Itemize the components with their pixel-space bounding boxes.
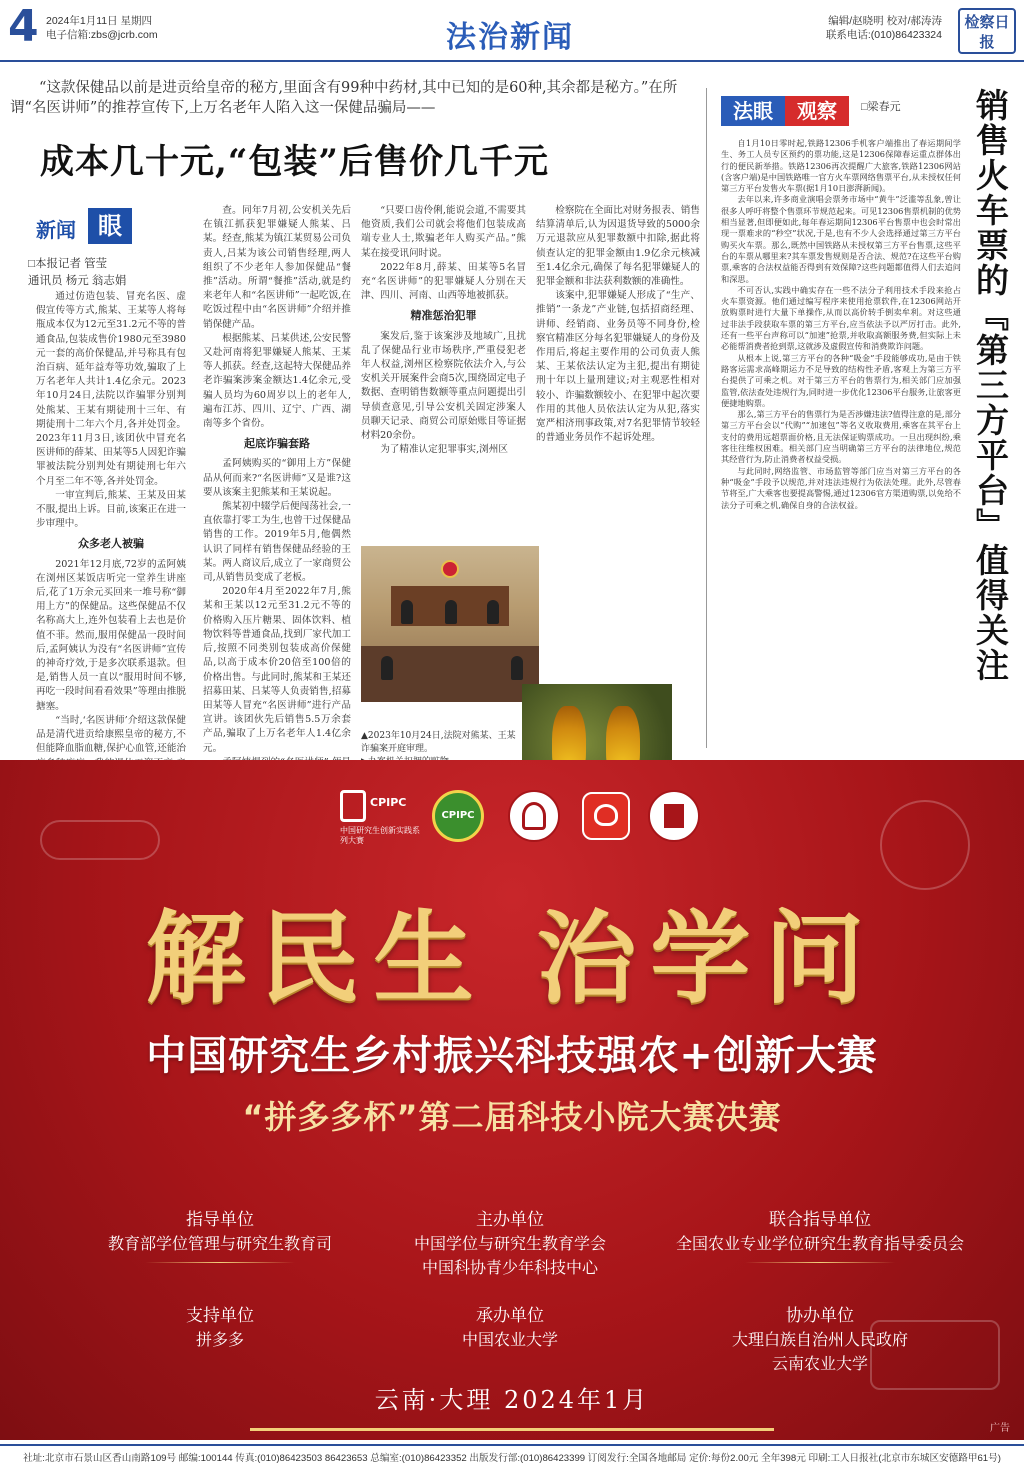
ad-underline [250, 1428, 774, 1431]
unit-host [360, 1208, 660, 1280]
story-deck: “这款保健品以前是进贡给皇帝的秘方,里面含有99种中药材,其中已知的是60种,其余都是秘方。”在所谓“名医讲师”的推荐宣传下,上万名老年人陷入这一保健品骗局—— [10, 80, 678, 116]
paragraph: 那么,第三方平台的售票行为是否涉嫌违法?值得注意的是,部分第三方平台会以“代购”“加速包”等名义收取费用,乘客在其平台上支付的费用远超票面价格,且无法保证购票成功。一旦出现纠纷,乘客往往维权困难。相关部门应当明确第三方平台的法律地位,规范其经营行为,防止消费者权益受损。 [721, 409, 961, 465]
paragraph: 案发后,鉴于该案涉及地域广,且扰乱了保健品行业市场秩序,严重侵犯老年人权益,浏州区检察院依法介入,与公安机关开展案件会商5次,围绕固定电子数据、查明销售数额等重点问题提出引导侦查意见,引导公安机关固定涉案人员聊天记录、商贸公司原始账目等证据材料20余份。 [361, 330, 526, 442]
ad-title-main: 中国研究生乡村振兴科技强农+创新大赛 [146, 1033, 878, 1079]
paragraph: 去年以来,许多商业演唱会票务市场中“黄牛”泛滥等乱象,曾让很多人呼吁将整个售票环节规范起来。可见12306售票机制的优势相当显著,但即便如此,每年春运期间12306平台售票中也会时常出现一票难求的“秒空”状况,于是,也有不少人会选择通过第三方平台购买火车票。那么,既然中国铁路从未授权第三方平台售票,这些平台的车票从哪里来?其车票发售规则是否合法、规范?在这些平台购票,乘客的合法权益能否得到有效保障?这些问题都值得人们去追问和深思。 [721, 194, 961, 284]
opinion-body [721, 138, 961, 511]
paragraph: 通过仿造包装、冒充名医、虚假宣传等方式,熊某、王某等人将每瓶成本仅为12元至31.2元不等的普通食品,包装成售价1980元至3980元一套的高价保健品,并号称具有包治百病、延年益寿等功效,骗取了上万名老年人共计1.4亿余元。2023年10月24日,法院以诈骗罪分别判处熊某、王某有期徒刑十三年、有期徒刑十二年六个月,各并处罚金。2023年11月3日,该团伙中冒充名医讲师的薛某、田某等5人因犯诈骗罪被法院分别判处有期徒刑七年六个月至二年不等,各并处罚金。 [36, 291, 187, 487]
court-emblem-icon [441, 560, 459, 578]
cpipc-long: 中国研究生创新实践系列大赛 [340, 826, 420, 845]
header-left-info [46, 14, 158, 42]
main-story [0, 70, 700, 755]
seal-mark-icon [522, 802, 546, 830]
header-right-info [826, 14, 942, 42]
gate-icon [664, 804, 684, 828]
paragraph: 2020年4月至2022年7月,熊某和王某以12元至31.2元不等的价格购入压片糖果、固体饮料、植物饮料等普通食品,找到厂家代加工后,按照不同类别包装成高价保健品,以高于成本价20倍至100倍的价格出售。与此同时,熊某和王某还招募田某、吕某等人负责销售,招募田某等人冒充“名医讲师”进行产品宣讲。该团伙先后销售5.5万余套产品,骗取了上万名老年人1.4亿余元。 [203, 586, 351, 754]
person-figure [487, 600, 499, 624]
unit-value: 云南农业大学 [771, 1354, 868, 1373]
paragraph: 查。同年7月初,公安机关先后在镇江抓获犯罪嫌疑人熊某、吕某。经查,熊某为镇江某贸易公司负责人,吕某为该公司销售经理,两人组织了不少老年人参加保健品“餐推”活动。所谓“餐推”活动,就是约来老年人和“名医讲师”一起吃饭,在吃饭过程中由“名医讲师”介绍并推销保健产品。 [203, 205, 351, 330]
paragraph: 与此同时,网络监管、市场监管等部门应当对第三方平台的各种“吸金”手段予以规范,并对违法违规行为依法处理。此外,尽管春节将至,广大乘客也要提高警惕,通过12306官方渠道购票,以免给不法分子可乘之机,确保自身的合法权益。 [721, 465, 961, 510]
cpipc-logo [340, 790, 420, 850]
caption-court: ▲2023年10月24日,法院对熊某、王某诈骗案开庭审理。 [361, 731, 516, 754]
unit-value: 中国科协青少年科技中心 [421, 1258, 598, 1277]
ad-location-date: 云南·大理 2024年1月 [374, 1386, 650, 1414]
section-title: 法治新闻 [446, 20, 574, 55]
unit-guide [80, 1208, 360, 1267]
paragraph: 一审宣判后,熊某、王某及田某不服,提出上诉。目前,该案正在进一步审理中。 [36, 489, 187, 530]
opinion-title: 销售火车票的『第三方平台』值得关注 [971, 88, 1010, 683]
paragraph: 自1月10日零时起,铁路12306手机客户端推出了春运期间学生、务工人员专区预约的票功能,这是12306保障春运重点群体出行的便民新举措。铁路12306再次提醒广大旅客,铁路12306网站(含客户端)是中国铁路唯一官方火车票网络售票平台,从未授权任何第三方平台发售火车票(据1月10日澎湃新闻)。 [721, 138, 961, 194]
courtroom-photo [361, 546, 539, 702]
pinduoduo-logo [582, 792, 630, 840]
story-column-3 [361, 204, 526, 457]
page-footer: 社址:北京市石景山区香山南路109号 邮编:100144 传真:(010)86423503 86423653 总编室:(010)86423352 出版发行部:(010)86423399 订阅发行:全国各地邮局 定价:每份2.00元 全年398元 印刷:工人日报社(北京市东城区安德路甲61号) [0, 1444, 1024, 1473]
person-figure [381, 656, 393, 680]
paragraph: 该案中,犯罪嫌疑人形成了“生产、推销”一条龙”产业链,包括招商经理、讲师、经销商、业务员等不同身份,检察官精准区分每名犯罪嫌疑人的身份及作用后,将起主要作用的公司负责人熊某、王某依法认定为主犯,提出有期徒刑十年以上量刑建议;对主观恶性相对较小、诈骗数额较小、在犯罪中起次要作用的其他人员依法认定为从犯,落实宽严相济刑事政策,对7名犯罪情节较轻的普通业务员作不起诉处理。 [536, 290, 700, 444]
byline-reporter: □本报记者 管莹 [28, 258, 108, 270]
byline [28, 256, 126, 290]
ad-slogan: 解民生 治学问 [145, 899, 879, 1017]
byline-correspondent: 通讯员 杨元 翁志娟 [28, 275, 127, 287]
paragraph: 为了精准认定犯罪事实,浏州区 [380, 444, 508, 456]
paragraph: 孟阿姨购买的“御用上方”保健品从何而来?“名医讲师”又是谁?这要从该案主犯熊某和王某说起。 [203, 458, 351, 498]
unit-divider [745, 1262, 895, 1263]
paragraph: 不可否认,实践中确实存在一些不法分子利用技术手段来抢占火车票资源。他们通过编写程序来使用抢票软件,在12306网站开放购票时进行大量下单操作,从而以高价转手倒卖牟利。对这些通过非法手段获取车票的第三方平台,应当依法予以严厉打击。此外,还有一些平台声称可以“加速”抢票,并收取高额服务费,但实际上未必能帮消费者抢到票,这就涉及虚假宣传和消费欺诈问题。 [721, 284, 961, 352]
university-seal-logo [508, 790, 560, 842]
unit-value: 中国学位与研究生教育学会 [413, 1234, 606, 1253]
heart-icon [594, 804, 618, 826]
opinion-story [706, 88, 1024, 748]
advertisement [0, 760, 1024, 1440]
person-figure [511, 656, 523, 680]
unit-co-organizer [640, 1304, 1000, 1376]
column-logo-part-a: 法眼 [721, 96, 785, 126]
paragraph: “只要口齿伶俐,能说会道,不需要其他资质,我们公司就会将他们包装成高端专业人士,欺骗老年人购买产品。”熊某在接受讯问时说。 [361, 205, 526, 259]
phone-line: 联系电话:(010)86423324 [825, 29, 942, 41]
editors-line: 编辑/赵晓明 校对/郝涛涛 [828, 15, 942, 27]
column-logo-news-eye [36, 206, 136, 246]
date-line: 2024年1月11日 星期四 [46, 15, 153, 27]
cpipc-short: CPIPC [370, 796, 407, 809]
organizer-logos [340, 784, 730, 858]
unit-value: 全国农业专业学位研究生教育指导委员会 [675, 1234, 964, 1253]
paragraph: 2021年12月底,72岁的孟阿姨在浏州区某饭店听完一堂养生讲座后,花了1万余元买回来一堆号称“御用上方”的保健品。这些保健品不仅名称高大上,连外包装看上去也是价值不菲。然而,服用保健品一段时间后,孟阿姨认为没有“名医讲师”宣传的神奇疗效,于是多次联系退款。但是,销售人员一直以“服用时间不够,再吃一段时间看看效果”等理由推脱搪塞。 [36, 558, 186, 712]
cpipc-mark-icon [340, 790, 366, 822]
paragraph: 2022年8月,薛某、田某等5名冒充“名医讲师”的犯罪嫌疑人分别在天津、四川、河南、山西等地被抓获。 [361, 261, 526, 302]
unit-value: 大理白族自治州人民政府 [731, 1330, 908, 1349]
unit-label: 承办单位 [476, 1306, 544, 1326]
subheading: 精准惩治犯罪 [410, 309, 477, 323]
circle-decoration-icon [880, 800, 970, 890]
masthead-logo: 检察日报 [958, 8, 1016, 54]
agri-university-logo [648, 790, 700, 842]
page-number: 4 [8, 1, 39, 52]
column-logo-box: 眼 [88, 208, 132, 244]
person-figure [401, 600, 413, 624]
unit-divider [145, 1262, 295, 1263]
paragraph: 熊某初中辍学后便闯荡社会,一直依靠打零工为生,也曾干过保健品销售的工作。2019年5月,他偶然认识了同样有销售保健品经验的王某。两人商议后,成立了一家商贸公司,从销售员变成了老板。 [203, 501, 351, 584]
email-line: 电子信箱:zbs@jcrb.com [46, 29, 158, 41]
story-column-1 [36, 290, 186, 842]
story-headline: 成本几十元,“包装”后售价几千元 [40, 142, 549, 182]
column-logo-text: 新闻 [36, 218, 76, 242]
unit-joint-guide [640, 1208, 1000, 1267]
green-seal-logo: CPIPC [432, 790, 484, 842]
unit-value: 拼多多 [195, 1330, 244, 1349]
paragraph: 检察院在全面比对财务报表、销售结算清单后,认为因退货导致的5000余万元退款应从犯罪数额中扣除,据此将侦查认定的犯罪金额由1.9亿余元核减至1.4亿余元,确保了每名犯罪嫌疑人的犯罪金额和非法获利数额的准确性。 [536, 205, 700, 288]
unit-value: 教育部学位管理与研究生教育司 [107, 1234, 332, 1253]
column-logo-part-b: 观察 [785, 96, 849, 126]
unit-organizer [360, 1304, 660, 1352]
unit-label: 协办单位 [786, 1306, 854, 1326]
subheading: 起底诈骗套路 [244, 437, 310, 451]
unit-label: 主办单位 [476, 1210, 544, 1230]
paragraph: “当时,‘名医讲师’介绍这款保健品是清代进贡给康熙皇帝的秘方,不但能降血脂血糖,保护心血管,还能治 [36, 714, 187, 755]
ad-title-sub: “拼多多杯”第二届科技小院大赛决赛 [242, 1098, 782, 1136]
opinion-author: □梁春元 [861, 101, 901, 113]
page-header [0, 0, 1024, 62]
drone-decoration-icon [40, 820, 160, 860]
organizer-units [0, 1208, 1024, 1378]
unit-value: 中国农业大学 [461, 1330, 558, 1349]
subheading: 众多老人被骗 [78, 537, 144, 551]
paragraph: 根据熊某、吕某供述,公安民警又赴河南将犯罪嫌疑人熊某、王某等人抓获。经查,这起特大保健品养老诈骗案涉案金额达1.4亿余元,受骗人员均为60周岁以上的老年人,遍布江苏、四川、辽宁、广西、湖南等多个省份。 [203, 332, 351, 430]
story-column-4 [536, 204, 700, 445]
paragraph: 从根本上说,第三方平台的各种“吸金”手段能够成功,是由于铁路客运需求高峰期运力不足导致的结构性矛盾,客观上为第三方平台提供了可乘之机。对于第三方平台的售票行为,相关部门应加强监管,依法查处违规行为,同时进一步优化12306平台服务,让旅客更便捷地购票。 [721, 352, 961, 408]
ad-mark: 广告 [990, 1423, 1010, 1434]
unit-label: 指导单位 [186, 1210, 254, 1230]
unit-support [80, 1304, 360, 1352]
person-figure [445, 600, 457, 624]
unit-label: 支持单位 [186, 1306, 254, 1326]
unit-label: 联合指导单位 [769, 1210, 871, 1230]
